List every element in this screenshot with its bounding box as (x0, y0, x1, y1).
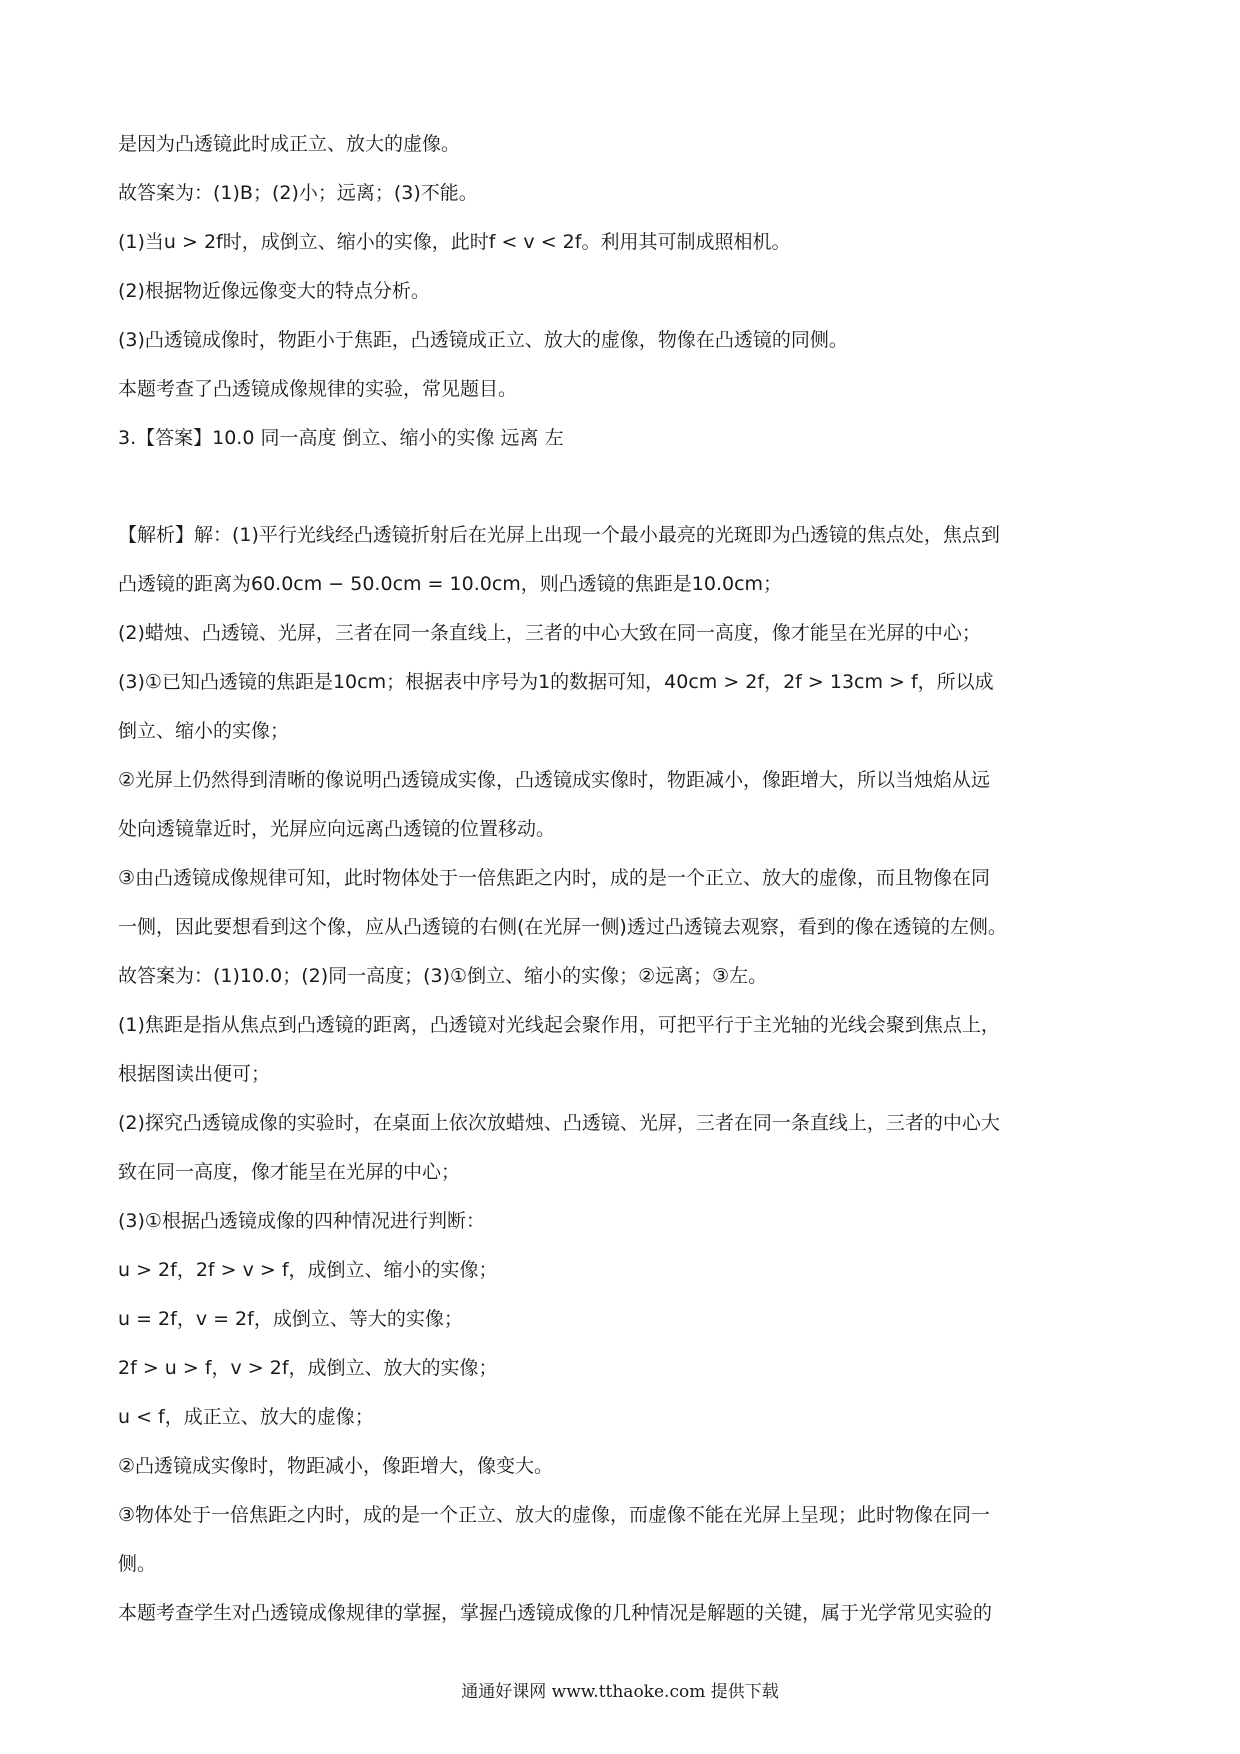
text-line: ③由凸透镜成像规律可知，此时物体处于一倍焦距之内时，成的是一个正立、放大的虚像，而且物像在同 (118, 867, 991, 889)
text-line: 故答案为：(1)10.0；(2)同一高度；(3)①倒立、缩小的实像；②远离；③左。 (118, 965, 768, 987)
text-line: 本题考查了凸透镜成像规律的实验，常见题目。 (118, 378, 518, 400)
text-line: 凸透镜的距离为60.0cm − 50.0cm = 10.0cm，则凸透镜的焦距是10.0cm； (118, 573, 783, 595)
text-line: 本题考查学生对凸透镜成像规律的掌握，掌握凸透镜成像的几种情况是解题的关键，属于光学常见实验的 (118, 1602, 993, 1624)
text-line: (3)凸透镜成像时，物距小于焦距，凸透镜成正立、放大的虚像，物像在凸透镜的同侧。 (118, 329, 848, 351)
text-line: 侧。 (118, 1553, 157, 1575)
text-line: 致在同一高度，像才能呈在光屏的中心； (118, 1161, 461, 1183)
text-line: (1)焦距是指从焦点到凸透镜的距离，凸透镜对光线起会聚作用，可把平行于主光轴的光线会聚到焦点上， (118, 1014, 1000, 1036)
text-line: ②凸透镜成实像时，物距减小，像距增大，像变大。 (118, 1455, 554, 1477)
formula-line: u < f，成正立、放大的虚像； (118, 1406, 374, 1428)
formula-line: 2f > u > f，v > 2f，成倒立、放大的实像； (118, 1357, 498, 1379)
text-line: 是因为凸透镜此时成正立、放大的虚像。 (118, 133, 461, 155)
text-line: (3)①已知凸透镜的焦距是10cm；根据表中序号为1的数据可知，40cm > 2f，2f > 13cm > f，所以成 (118, 671, 994, 693)
text-line: 故答案为：(1)B；(2)小；远离；(3)不能。 (118, 182, 478, 204)
text-line: (2)探究凸透镜成像的实验时，在桌面上依次放蜡烛、凸透镜、光屏，三者在同一条直线上，三者的中心大 (118, 1112, 1000, 1134)
page-footer: 通通好课网 www.tthaoke.com 提供下载 (461, 1682, 779, 1702)
text-line: ③物体处于一倍焦距之内时，成的是一个正立、放大的虚像，而虚像不能在光屏上呈现；此时物像在同一 (118, 1504, 991, 1526)
text-line: 处向透镜靠近时，光屏应向远离凸透镜的位置移动。 (118, 818, 556, 840)
blank-gap (118, 463, 1128, 511)
text-line: (2)根据物近像远像变大的特点分析。 (118, 280, 430, 302)
text-line: 倒立、缩小的实像； (118, 720, 290, 742)
text-line: 根据图读出便可； (118, 1063, 271, 1085)
text-line: 一侧，因此要想看到这个像，应从凸透镜的右侧(在光屏一侧)透过凸透镜去观察，看到的像在透镜的左侧。 (118, 916, 1007, 938)
analysis-line: 【解析】解：(1)平行光线经凸透镜折射后在光屏上出现一个最小最亮的光斑即为凸透镜的焦点处，焦点到 (118, 524, 1000, 546)
answer-line: 3.【答案】10.0 同一高度 倒立、缩小的实像 远离 左 (118, 427, 564, 449)
formula-line: u = 2f，v = 2f，成倒立、等大的实像； (118, 1308, 463, 1330)
text-line: (3)①根据凸透镜成像的四种情况进行判断： (118, 1210, 485, 1232)
text-line: (2)蜡烛、凸透镜、光屏，三者在同一条直线上，三者的中心大致在同一高度，像才能呈在光屏的中心； (118, 622, 981, 644)
text-line: ②光屏上仍然得到清晰的像说明凸透镜成实像，凸透镜成实像时，物距减小，像距增大，所以当烛焰从远 (118, 769, 991, 791)
text-line: (1)当u > 2f时，成倒立、缩小的实像，此时f < v < 2f。利用其可制成照相机。 (118, 231, 791, 253)
document-body (118, 120, 1128, 1638)
formula-line: u > 2f，2f > v > f，成倒立、缩小的实像； (118, 1259, 498, 1281)
